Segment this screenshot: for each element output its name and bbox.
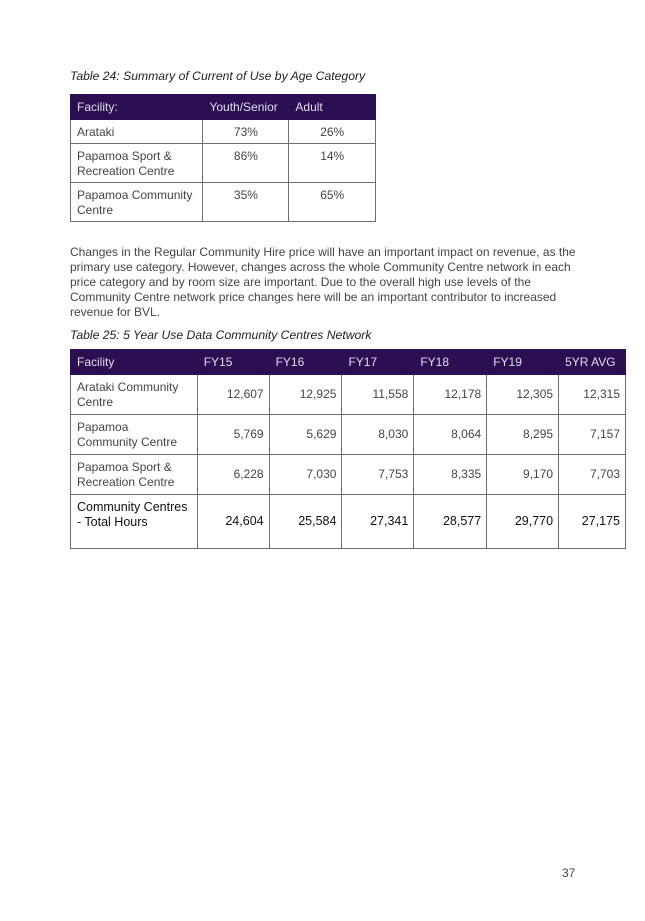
youth-senior-value: 73% <box>203 120 289 144</box>
header-5yr-avg: 5YR AVG <box>559 350 626 375</box>
table-row <box>71 183 376 222</box>
table-row <box>71 120 376 144</box>
total-row <box>71 495 626 549</box>
youth-senior-value: 35% <box>203 183 289 222</box>
table-row <box>71 455 626 495</box>
avg-value: 12,315 <box>559 375 626 415</box>
fy19-value: 12,305 <box>487 375 559 415</box>
fy17-total: 27,341 <box>342 495 414 549</box>
header-fy16: FY16 <box>269 350 342 375</box>
fy15-value: 5,769 <box>197 415 269 455</box>
header-fy19: FY19 <box>487 350 559 375</box>
adult-value: 14% <box>289 144 376 183</box>
table-header-row <box>71 350 626 375</box>
fy15-total: 24,604 <box>197 495 269 549</box>
header-adult: Adult <box>289 95 376 120</box>
table-row <box>71 415 626 455</box>
fy19-total: 29,770 <box>487 495 559 549</box>
fy19-value: 9,170 <box>487 455 559 495</box>
fy16-value: 5,629 <box>269 415 342 455</box>
header-fy18: FY18 <box>414 350 487 375</box>
header-facility: Facility: <box>71 95 203 120</box>
total-label: Community Centres - Total Hours <box>71 495 198 549</box>
header-facility: Facility <box>71 350 198 375</box>
fy16-value: 7,030 <box>269 455 342 495</box>
table-header-row <box>71 95 376 120</box>
fy16-total: 25,584 <box>269 495 342 549</box>
fy18-value: 12,178 <box>414 375 487 415</box>
youth-senior-value: 86% <box>203 144 289 183</box>
page-number: 37 <box>562 866 576 880</box>
fy15-value: 6,228 <box>197 455 269 495</box>
header-youth-senior: Youth/Senior <box>203 95 289 120</box>
fy19-value: 8,295 <box>487 415 559 455</box>
fy18-value: 8,335 <box>414 455 487 495</box>
avg-value: 7,703 <box>559 455 626 495</box>
body-paragraph: Changes in the Regular Community Hire price will have an important impact on revenue, as the primary use category. However, changes across the whole Community Centre network in each price category and by room size are important. Due to the overall high use levels of the Community Centre network price changes here will be an important contributor to increased revenue for BVL. <box>70 245 576 319</box>
adult-value: 26% <box>289 120 376 144</box>
age-category-table <box>70 94 376 222</box>
facility-name: Papamoa Sport & Recreation Centre <box>71 455 198 495</box>
adult-value: 65% <box>289 183 376 222</box>
header-fy17: FY17 <box>342 350 414 375</box>
header-fy15: FY15 <box>197 350 269 375</box>
fy17-value: 8,030 <box>342 415 414 455</box>
five-year-use-table <box>70 349 626 549</box>
fy16-value: 12,925 <box>269 375 342 415</box>
table-row <box>71 144 376 183</box>
table-row <box>71 375 626 415</box>
facility-name: Arataki <box>71 120 203 144</box>
fy18-total: 28,577 <box>414 495 487 549</box>
fy17-value: 11,558 <box>342 375 414 415</box>
fy17-value: 7,753 <box>342 455 414 495</box>
facility-name: Papamoa Community Centre <box>71 415 198 455</box>
facility-name: Papamoa Community Centre <box>71 183 203 222</box>
avg-total: 27,175 <box>559 495 626 549</box>
fy18-value: 8,064 <box>414 415 487 455</box>
avg-value: 7,157 <box>559 415 626 455</box>
facility-name: Papamoa Sport & Recreation Centre <box>71 144 203 183</box>
fy15-value: 12,607 <box>197 375 269 415</box>
table25-caption: Table 25: 5 Year Use Data Community Centres Network <box>70 328 372 342</box>
facility-name: Arataki Community Centre <box>71 375 198 415</box>
table24-caption: Table 24: Summary of Current of Use by Age Category <box>70 69 366 83</box>
